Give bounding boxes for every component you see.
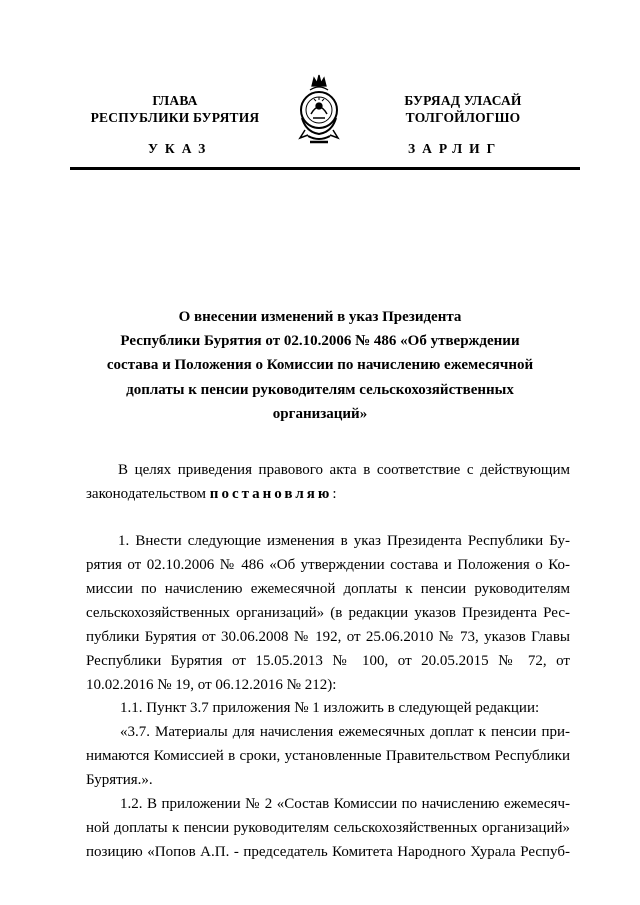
body-line: рятия от 02.10.2006 № 486 «Об утверждении состава и Положения о Ко- <box>86 557 570 573</box>
body-line: публики Бурятия от 30.06.2008 № 192, от 25.06.2010 № 73, указов Главы <box>86 629 570 645</box>
document-title <box>80 305 560 426</box>
coat-of-arms-icon <box>296 72 342 152</box>
header-divider <box>70 167 580 170</box>
decree-word: постановляю <box>209 486 333 502</box>
body-line: сельскохозяйственных организаций» (в редакции указов Президента Рес- <box>86 605 570 621</box>
body-line: позицию «Попов А.П. - председатель Комитета Народного Хурала Респуб- <box>86 844 570 860</box>
title-line: Республики Бурятия от 02.10.2006 № 486 «Об утверждении <box>120 333 520 350</box>
body-line: 10.02.2016 № 19, от 06.12.2016 № 212): <box>86 677 337 693</box>
quote-line: «3.7. Материалы для начисления ежемесячных доплат к пенсии при- <box>120 724 570 740</box>
header-right-line2: ТОЛГОЙЛОГШО <box>405 110 521 125</box>
title-line: доплаты к пенсии руководителям сельскохозяйственных <box>126 381 514 398</box>
title-line: организаций» <box>272 405 368 422</box>
body-line: 1.2. В приложении № 2 «Состав Комиссии по начислению ежемесяч- <box>120 796 570 812</box>
preamble-line <box>86 486 570 503</box>
header-left <box>75 92 275 126</box>
doc-type-right: ЗАРЛИГ <box>408 141 503 156</box>
body-line: Республики Бурятия от 15.05.2013 № 100, от 20.05.2015 № 72, от <box>86 653 570 669</box>
header-right-line1: БУРЯАД УЛАСАЙ <box>404 93 522 108</box>
quote-line: Бурятия.». <box>86 772 153 788</box>
doc-type-left: УКАЗ <box>148 141 213 156</box>
preamble-line: В целях приведения правового акта в соответствие с действующим <box>118 462 570 478</box>
title-line: состава и Положения о Комиссии по начислению ежемесячной <box>106 357 534 374</box>
preamble-prefix: законодательством <box>86 486 210 502</box>
preamble-suffix: : <box>332 486 337 502</box>
header-left-line1: ГЛАВА <box>152 93 198 108</box>
body-line: 1. Внести следующие изменения в указ Президента Республики Бу- <box>118 533 570 549</box>
body-line: ной доплаты к пенсии руководителям сельскохозяйственных организаций» <box>86 820 570 836</box>
body-line: 1.1. Пункт 3.7 приложения № 1 изложить в следующей редакции: <box>120 700 540 716</box>
title-line: О внесении изменений в указ Президента <box>178 309 462 325</box>
header-right <box>368 92 558 126</box>
body-line: миссии по начислению ежемесячной доплаты к пенсии руководителям <box>86 581 570 597</box>
header-left-line2: РЕСПУБЛИКИ БУРЯТИЯ <box>90 110 260 125</box>
quote-line: нимаются Комиссией в сроки, установленные Правительством Республики <box>86 748 570 764</box>
